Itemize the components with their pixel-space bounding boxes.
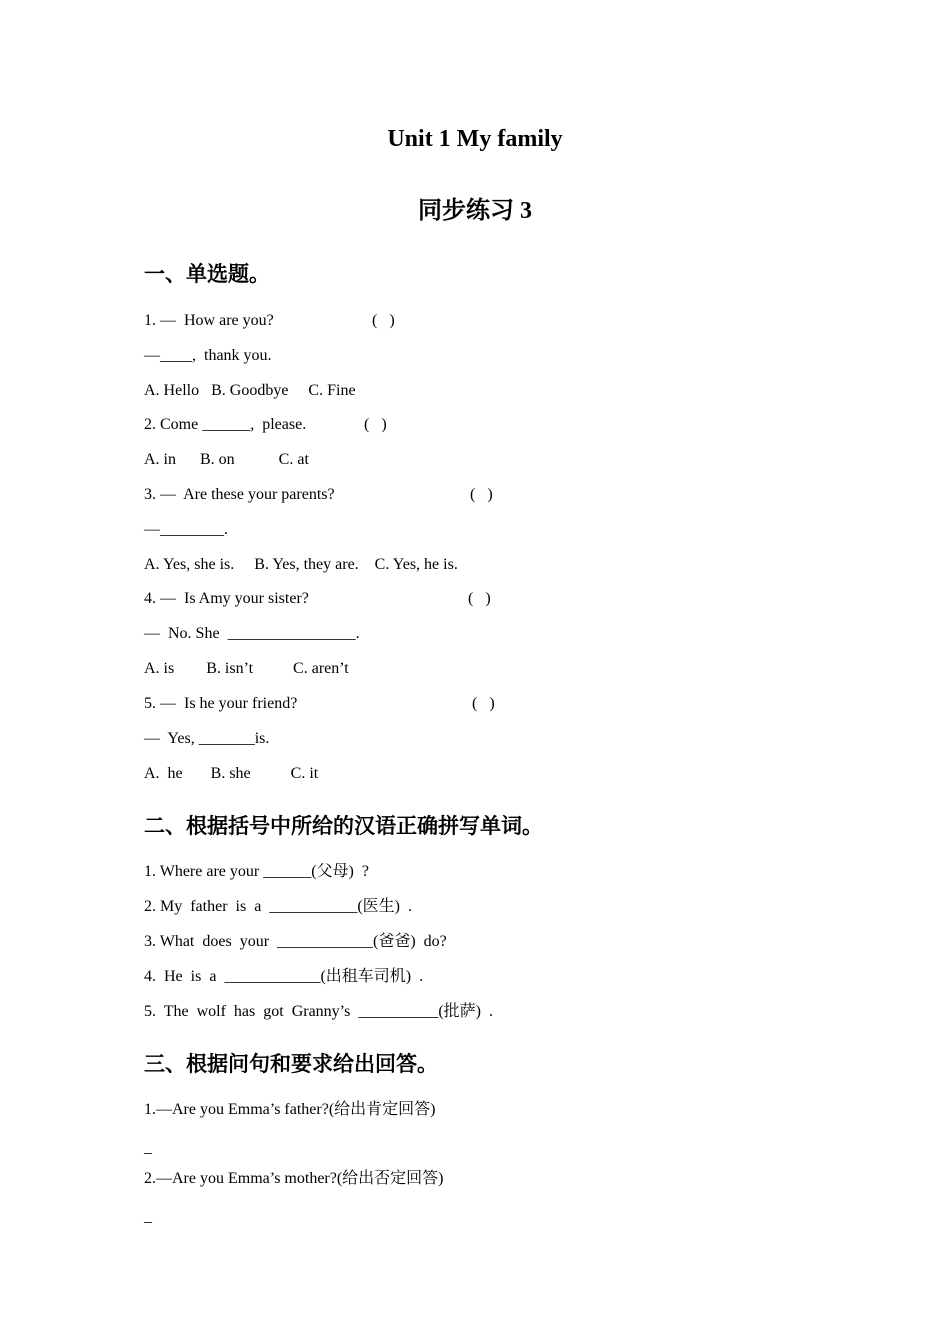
- q5-options: A. he B. she C. it: [144, 765, 319, 782]
- q4-options: A. is B. isn’t C. aren’t: [144, 660, 349, 677]
- s2-item-4-post: (出租车司机) .: [320, 968, 424, 985]
- q2-blank: ______: [202, 416, 251, 433]
- s2-item-3: [144, 932, 447, 952]
- q2-post: , please.: [250, 416, 307, 433]
- q3-options: A. Yes, she is. B. Yes, they are. C. Yes, he is.: [144, 556, 458, 573]
- section3-heading: 三、根据问句和要求给出回答。: [144, 1052, 438, 1076]
- q4-answer-line: [144, 624, 360, 644]
- s2-item-5-pre: 5. The wolf has got Granny’s: [144, 1003, 359, 1020]
- s2-item-3-blank: ____________: [277, 933, 374, 950]
- s3-question-1: 1.—Are you Emma’s father?(给出肯定回答): [144, 1101, 436, 1118]
- q1-answer-paren: ( ): [372, 312, 395, 329]
- s3-answer-1: _: [144, 1139, 152, 1156]
- q1-dash: —: [144, 347, 160, 364]
- s2-item-1-post: (父母) ?: [311, 863, 369, 880]
- q3-dash: —: [144, 521, 160, 538]
- s2-item-5: [144, 1002, 493, 1022]
- section1-heading: 一、单选题。: [144, 262, 270, 286]
- q5-answer-post: is.: [254, 730, 270, 747]
- q3-answer-line: [144, 520, 228, 540]
- s2-item-2-blank: ___________: [269, 898, 358, 915]
- s2-item-3-post: (爸爸) do?: [373, 933, 447, 950]
- s2-item-2-pre: 2. My father is a: [144, 898, 270, 915]
- q1-answer-text: , thank you.: [192, 347, 272, 364]
- s2-item-4: [144, 967, 423, 987]
- q2-pre: 2. Come: [144, 416, 203, 433]
- q1-stem: 1. — How are you?: [144, 312, 274, 329]
- q4-blank: ________________: [227, 625, 356, 642]
- q5-answer-pre: — Yes,: [144, 730, 199, 747]
- q5-stem: 5. — Is he your friend?: [144, 695, 298, 712]
- page-subtitle: 同步练习 3: [418, 198, 532, 224]
- q1-options: A. Hello B. Goodbye C. Fine: [144, 382, 356, 399]
- q3-stem: 3. — Are these your parents?: [144, 486, 335, 503]
- q4-stem: 4. — Is Amy your sister?: [144, 590, 309, 607]
- s3-question-2: 2.—Are you Emma’s mother?(给出否定回答): [144, 1170, 444, 1187]
- s3-answer-2: _: [144, 1208, 152, 1225]
- s2-item-4-pre: 4. He is a: [144, 968, 225, 985]
- q3-answer-paren: ( ): [470, 486, 493, 503]
- s2-item-5-blank: __________: [358, 1003, 439, 1020]
- s2-item-5-post: (批萨) .: [438, 1003, 494, 1020]
- q4-answer-pre: — No. She: [144, 625, 228, 642]
- s2-item-3-pre: 3. What does your: [144, 933, 278, 950]
- q5-answer-line: [144, 729, 269, 749]
- s2-item-1-pre: 1. Where are your: [144, 863, 264, 880]
- q3-blank: ________.: [160, 521, 228, 538]
- s2-item-1-blank: ______: [263, 863, 312, 880]
- s2-item-1: [144, 862, 369, 882]
- q5-blank: _______: [198, 730, 255, 747]
- section2-heading: 二、根据括号中所给的汉语正确拼写单词。: [144, 814, 543, 838]
- q4-answer-post: .: [355, 625, 360, 642]
- s2-item-2: [144, 897, 412, 917]
- q5-answer-paren: ( ): [472, 695, 495, 712]
- q4-answer-paren: ( ): [468, 590, 491, 607]
- q2-options: A. in B. on C. at: [144, 451, 309, 468]
- page-title: Unit 1 My family: [387, 126, 563, 152]
- q1-answer-line: [144, 346, 272, 366]
- s2-item-4-blank: ____________: [224, 968, 321, 985]
- q2-answer-paren: ( ): [364, 416, 387, 433]
- s2-item-2-post: (医生) .: [357, 898, 412, 915]
- q1-blank: ____: [160, 347, 192, 364]
- q2-stem: [144, 415, 306, 435]
